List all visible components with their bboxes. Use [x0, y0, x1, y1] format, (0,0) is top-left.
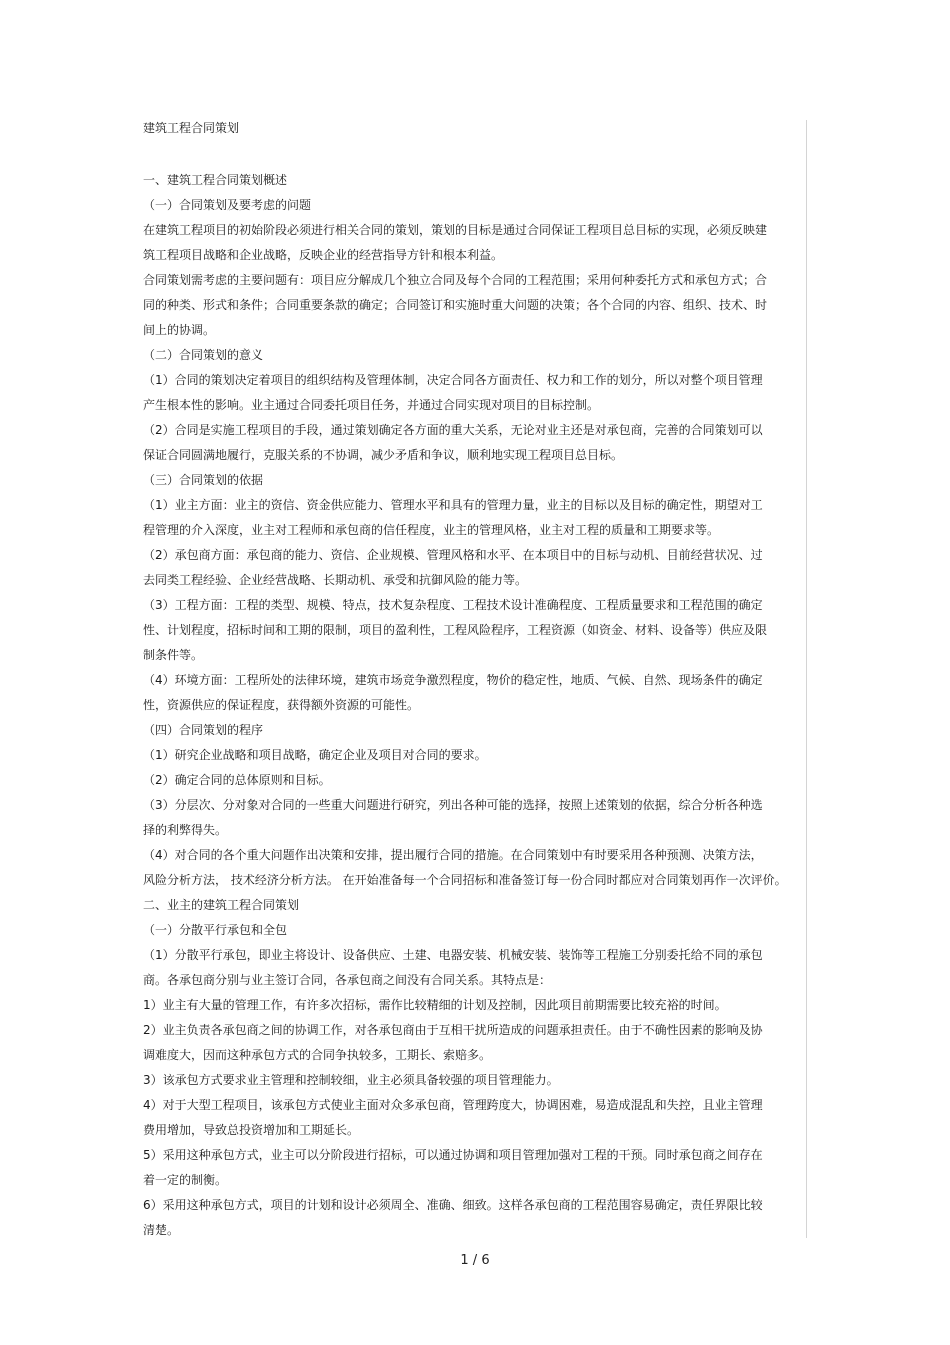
- text-line: 6）采用这种承包方式，项目的计划和设计必须周全、准确、细致。这样各承包商的工程范围容易确定，责任界限比较: [143, 1198, 763, 1212]
- text-line: 择的利弊得失。: [143, 823, 228, 837]
- text-line: （1）业主方面：业主的资信、资金供应能力、管理水平和具有的管理力量，业主的目标以及目标的确定性，期望对工: [143, 498, 763, 512]
- paragraph: [143, 168, 773, 193]
- text-line: 二、业主的建筑工程合同策划: [143, 898, 300, 912]
- text-line: （2）承包商方面：承包商的能力、资信、企业规模、管理风格和水平、在本项目中的目标与动机、目前经营状况、过: [143, 548, 763, 562]
- paragraph: [143, 918, 773, 943]
- text-line: （三）合同策划的依据: [143, 473, 264, 487]
- text-line: 着一定的制衡。: [143, 1173, 228, 1187]
- paragraph: [143, 1068, 773, 1093]
- paragraph: [143, 768, 773, 793]
- text-line: 去同类工程经验、企业经营战略、长期动机、承受和抗御风险的能力等。: [143, 573, 528, 587]
- text-line: 5）采用这种承包方式，业主可以分阶段进行招标，可以通过协调和项目管理加强对工程的干预。同时承包商之间存在: [143, 1148, 763, 1162]
- text-line: （2）合同是实施工程项目的手段，通过策划确定各方面的重大关系，无论对业主还是对承包商，完善的合同策划可以: [143, 423, 763, 437]
- paragraph: [143, 343, 773, 368]
- text-line: 性，资源供应的保证程度，获得额外资源的可能性。: [143, 698, 420, 712]
- text-line: （二）合同策划的意义: [143, 348, 264, 362]
- page-number: 1 / 6: [460, 1253, 490, 1268]
- paragraph: [143, 993, 773, 1018]
- paragraph: [143, 1093, 773, 1143]
- paragraph: [143, 893, 773, 918]
- paragraph: [143, 1193, 773, 1243]
- text-line: （3）工程方面：工程的类型、规模、特点，技术复杂程度、工程技术设计准确程度、工程质量要求和工程范围的确定: [143, 598, 763, 612]
- text-line: （2）确定合同的总体原则和目标。: [143, 773, 331, 787]
- paragraph: [143, 193, 773, 218]
- text-line: 调难度大，因而这种承包方式的合同争执较多，工期长、索赔多。: [143, 1048, 492, 1062]
- page-edge-rule: [806, 120, 807, 1238]
- text-line: 在建筑工程项目的初始阶段必须进行相关合同的策划，策划的目标是通过合同保证工程项目总目标的实现，必须反映建: [143, 223, 768, 237]
- paragraph: [143, 418, 773, 468]
- paragraph: [143, 218, 773, 268]
- text-line: 制条件等。: [143, 648, 204, 662]
- text-line: （3）分层次、分对象对合同的一些重大问题进行研究，列出各种可能的选择，按照上述策划的依据，综合分析各种选: [143, 798, 763, 812]
- paragraph: [143, 268, 773, 343]
- paragraph: [143, 1018, 773, 1068]
- text-line: 保证合同圆满地履行，克服关系的不协调，减少矛盾和争议，顺利地实现工程项目总目标。: [143, 448, 624, 462]
- text-line: （一）合同策划及要考虑的问题: [143, 198, 312, 212]
- paragraph: [143, 718, 773, 743]
- text-line: （四）合同策划的程序: [143, 723, 264, 737]
- paragraph: [143, 943, 773, 993]
- text-line: 合同策划需考虑的主要问题有：项目应分解成几个独立合同及每个合同的工程范围；采用何种委托方式和承包方式；合: [143, 273, 768, 287]
- text-line: 一、建筑工程合同策划概述: [143, 173, 288, 187]
- paragraph: [143, 543, 773, 593]
- text-line: （4）对合同的各个重大问题作出决策和安排，提出履行合同的措施。在合同策划中有时要采用各种预测、决策方法，: [143, 848, 763, 862]
- text-line: （一）分散平行承包和全包: [143, 923, 288, 937]
- text-line: （1）研究企业战略和项目战略，确定企业及项目对合同的要求。: [143, 748, 487, 762]
- text-line: 产生根本性的影响。业主通过合同委托项目任务，并通过合同实现对项目的目标控制。: [143, 398, 600, 412]
- text-line: （1）合同的策划决定着项目的组织结构及管理体制，决定合同各方面责任、权力和工作的划分，所以对整个项目管理: [143, 373, 763, 387]
- paragraph: [143, 593, 773, 668]
- text-line: 2）业主负责各承包商之间的协调工作，对各承包商由于互相干扰所造成的问题承担责任。由于不确性因素的影响及协: [143, 1023, 763, 1037]
- document-title: 建筑工程合同策划: [143, 121, 240, 135]
- paragraph: [143, 793, 773, 843]
- text-line: 清楚。: [143, 1223, 180, 1237]
- document-body: [143, 168, 787, 1243]
- paragraph: [143, 468, 773, 493]
- paragraph: [143, 843, 787, 893]
- text-line: 费用增加，导致总投资增加和工期延长。: [143, 1123, 360, 1137]
- text-line: 风险分析方法， 技术经济分析方法。 在开始准备每一个合同招标和准备签订每一份合同时都应对合同策划再作一次评价。: [143, 873, 787, 887]
- text-line: （4）环境方面：工程所处的法律环境，建筑市场竞争激烈程度，物价的稳定性，地质、气候、自然、现场条件的确定: [143, 673, 763, 687]
- paragraph: [143, 368, 773, 418]
- text-line: 3）该承包方式要求业主管理和控制较细，业主必须具备较强的项目管理能力。: [143, 1073, 559, 1087]
- paragraph: [143, 1143, 773, 1193]
- text-line: （1）分散平行承包，即业主将设计、设备供应、土建、电器安装、机械安装、装饰等工程施工分别委托给不同的承包: [143, 948, 763, 962]
- paragraph: [143, 668, 773, 718]
- text-line: 间上的协调。: [143, 323, 216, 337]
- text-line: 1）业主有大量的管理工作，有许多次招标，需作比较精细的计划及控制，因此项目前期需要比较充裕的时间。: [143, 998, 727, 1012]
- paragraph: [143, 743, 773, 768]
- text-line: 性、计划程度，招标时间和工期的限制，项目的盈利性，工程风险程序，工程资源（如资金、材料、设备等）供应及限: [143, 623, 768, 637]
- text-line: 商。各承包商分别与业主签订合同，各承包商之间没有合同关系。其特点是：: [143, 973, 552, 987]
- text-line: 同的种类、形式和条件；合同重要条款的确定；合同签订和实施时重大问题的决策；各个合同的内容、组织、技术、时: [143, 298, 768, 312]
- paragraph: [143, 493, 773, 543]
- text-line: 筑工程项目战略和企业战略，反映企业的经营指导方针和根本利益。: [143, 248, 504, 262]
- text-line: 4）对于大型工程项目，该承包方式使业主面对众多承包商，管理跨度大，协调困难，易造成混乱和失控，且业主管理: [143, 1098, 763, 1112]
- text-line: 程管理的介入深度，业主对工程师和承包商的信任程度，业主的管理风格，业主对工程的质量和工期要求等。: [143, 523, 720, 537]
